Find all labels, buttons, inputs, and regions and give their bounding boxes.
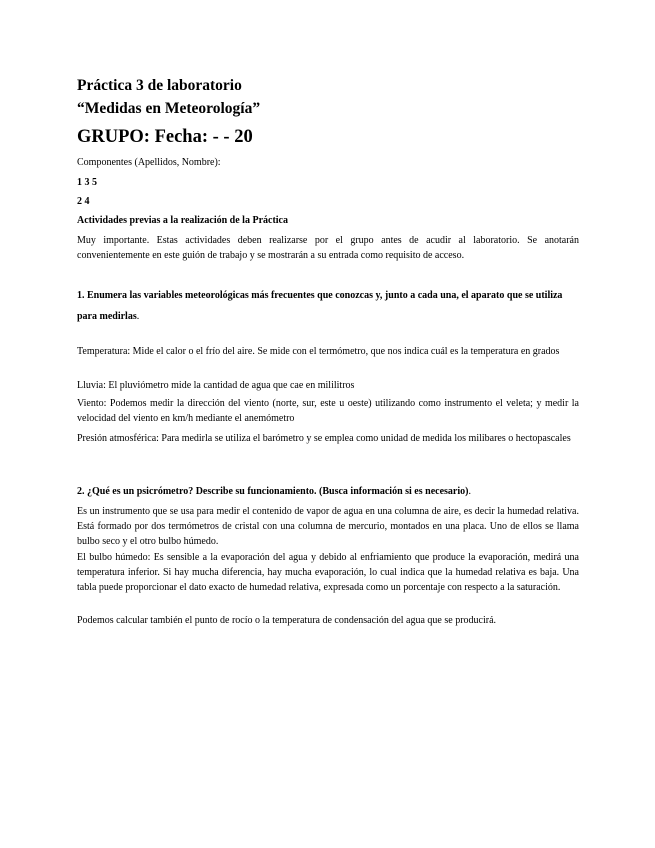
section-heading: Actividades previas a la realización de la Práctica (77, 215, 288, 226)
answer-2-psychrometer: Es un instrumento que se usa para medir el contenido de vapor de agua en una columna de aire, es decir la humedad relativa. Está formado por dos termómetros de cristal con una columna de mercurio, montados en una placa. Uno de ellos se llama bulbo seco y el otro bulbo húmedo. (77, 506, 579, 548)
question-2 (77, 484, 579, 499)
answer-2-wet-bulb: El bulbo húmedo: Es sensible a la evaporación del agua y debido al enfriamiento que produce la evaporación, medirá una temperatura inferior. Si hay mucha diferencia, hay mucha evaporación, lo cual indica que la humedad relativa es baja. Una tabla puede proporcionar el dato exacto de humedad relativa, expresada como un porcentaje con respecto a la saturación. (77, 552, 579, 594)
components-row-135: 1 3 5 (77, 177, 97, 188)
question-2-end: . (468, 486, 471, 497)
question-1-number: 1 (77, 290, 82, 301)
question-2-number: 2 (77, 486, 82, 497)
components-row-24: 2 4 (77, 196, 90, 207)
answer-1-temperature: Temperatura: Mide el calor o el frío del aire. Se mide con el termómetro, que nos indica cuál es la temperatura en grados (77, 346, 560, 357)
group-date-heading: GRUPO: Fecha: - - 20 (77, 127, 253, 147)
question-1-end: . (136, 311, 140, 322)
answer-2-dew-point: Podemos calcular también el punto de rocío o la temperatura de condensación del agua que se producirá. (77, 615, 497, 626)
question-1 (77, 285, 579, 327)
practice-subtitle: “Medidas en Meteorología” (77, 100, 261, 117)
question-2-text: . ¿Qué es un psicrómetro? Describe su funcionamiento. (Busca información si es necesario) (82, 486, 469, 497)
answer-1-pressure: Presión atmosférica: Para medirla se utiliza el barómetro y se emplea como unidad de medida los milibares o hectopascales (77, 433, 571, 444)
intro-paragraph: Muy importante. Estas actividades deben realizarse por el grupo antes de acudir al laboratorio. Se anotarán convenientemente en este guión de trabajo y se mostrarán a su entrada como requisito de acceso. (77, 235, 579, 262)
practice-title: Práctica 3 de laboratorio (77, 77, 242, 94)
question-1-text: . Enumera las variables meteorológicas más frecuentes que conozcas y, junto a cada una, el aparato que se utiliza para medirlas (77, 290, 563, 322)
components-label: Componentes (Apellidos, Nombre): (77, 157, 221, 168)
answer-1-wind: Viento: Podemos medir la dirección del viento (norte, sur, este u oeste) utilizando como instrumento el veleta; y medir la velocidad del viento en km/h mediante el anemómetro (77, 398, 579, 425)
answer-1-rain: Lluvia: El pluviómetro mide la cantidad de agua que cae en mililitros (77, 380, 355, 391)
